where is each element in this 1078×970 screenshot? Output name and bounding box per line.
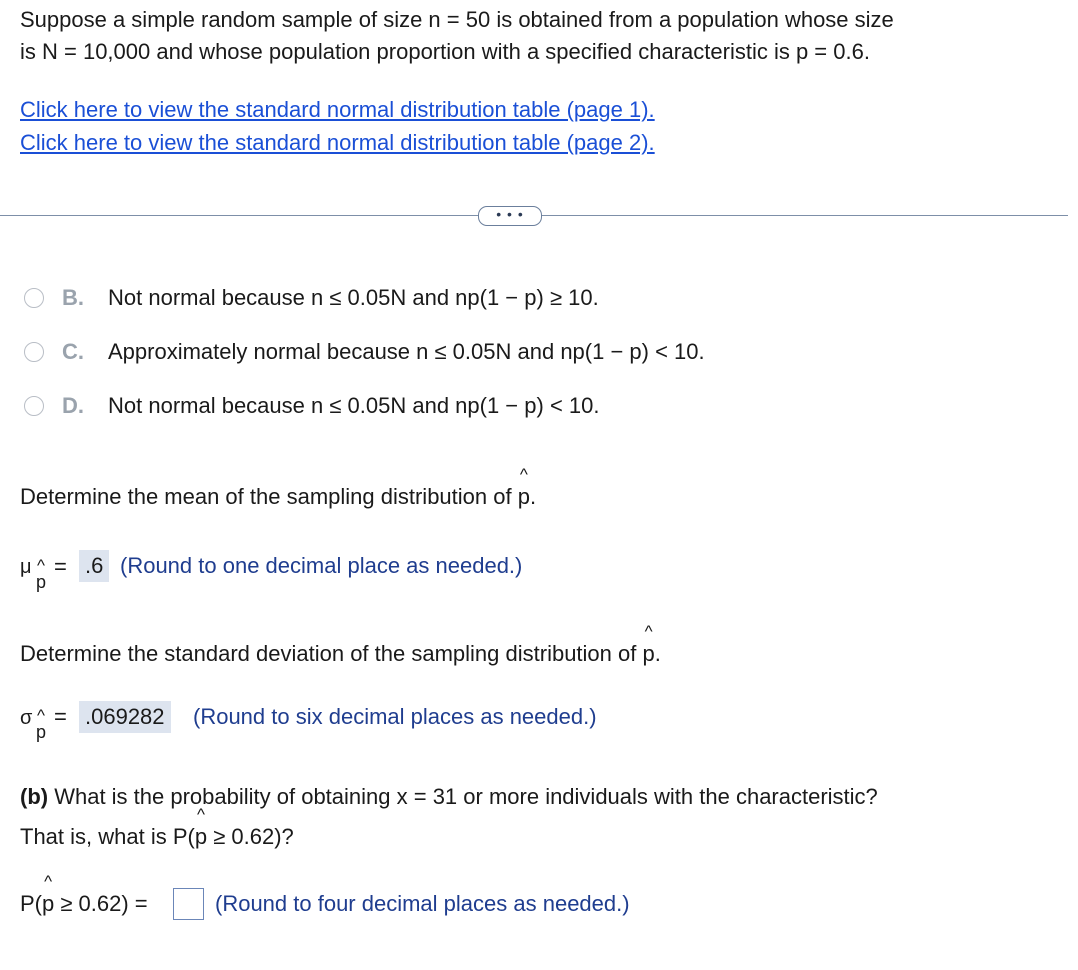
part-b-answer-phat: ^ p: [42, 888, 54, 920]
part-b-question-line2: [20, 821, 294, 853]
problem-line-2: is N = 10,000 and whose population proportion with a specified characteristic is p = 0.6.: [20, 39, 870, 64]
mean-equals: =: [54, 554, 67, 579]
mean-question-phat: ^ p: [518, 481, 530, 513]
part-b-note: (Round to four decimal places as needed.): [215, 891, 630, 916]
part-b-question-line1: [20, 781, 878, 813]
problem-line-1: Suppose a simple random sample of size n = 50 is obtained from a population whose size: [20, 7, 894, 32]
mean-question-text: Determine the mean of the sampling distribution of: [20, 484, 518, 509]
show-more-button[interactable]: • • •: [478, 206, 542, 226]
sd-question-text: Determine the standard deviation of the sampling distribution of: [20, 641, 643, 666]
part-b-line2-phat: ^ p: [195, 821, 207, 853]
option-d-text: Not normal because n ≤ 0.05N and np(1 − p) < 10.: [108, 393, 600, 418]
option-b-radio[interactable]: [24, 288, 44, 308]
mean-answer: .6: [79, 550, 109, 582]
sd-answer: .069282: [79, 701, 171, 733]
mean-question-period: .: [529, 484, 537, 509]
option-d-letter: D.: [62, 393, 84, 418]
part-b-line2-suffix: ≥ 0.62)?: [207, 824, 294, 849]
option-c-text: Approximately normal because n ≤ 0.05N and np(1 − p) < 10.: [108, 339, 705, 364]
option-c-radio[interactable]: [24, 342, 44, 362]
part-b-label: (b): [20, 784, 49, 809]
option-d[interactable]: [24, 391, 600, 421]
mean-note: (Round to one decimal place as needed.): [120, 553, 523, 578]
sigma-symbol: σ: [20, 707, 33, 729]
option-c-letter: C.: [62, 339, 84, 364]
sd-question-period: .: [654, 641, 661, 666]
normal-table-page1-link[interactable]: Click here to view the standard normal distribution table (page 1).: [20, 97, 655, 122]
part-b-answer-label: [20, 888, 148, 920]
option-d-radio[interactable]: [24, 396, 44, 416]
part-b-line2-prefix: That is, what is P(: [20, 824, 195, 849]
mean-question: [20, 481, 536, 513]
mu-subscript-phat: ^ p: [36, 572, 46, 593]
sd-equals: =: [54, 704, 67, 729]
option-b[interactable]: [24, 283, 599, 313]
mu-symbol: μ: [20, 556, 32, 578]
sd-note: (Round to six decimal places as needed.): [193, 704, 597, 729]
normal-table-page2-link[interactable]: Click here to view the standard normal distribution table (page 2).: [20, 130, 655, 155]
sd-question: [20, 638, 661, 670]
sd-question-phat: ^ p: [642, 638, 654, 670]
probability-answer-input[interactable]: [173, 888, 204, 920]
sigma-subscript-phat: ^ p: [36, 722, 46, 743]
option-c[interactable]: [24, 337, 705, 367]
part-b-question-text: What is the probability of obtaining x = 31 or more individuals with the characteristic?: [48, 784, 878, 809]
option-b-text: Not normal because n ≤ 0.05N and np(1 − p) ≥ 10.: [108, 285, 599, 310]
option-b-letter: B.: [62, 285, 84, 310]
part-b-answer-suffix: ≥ 0.62) =: [54, 891, 148, 916]
part-b-answer-prefix: P(: [20, 891, 42, 916]
